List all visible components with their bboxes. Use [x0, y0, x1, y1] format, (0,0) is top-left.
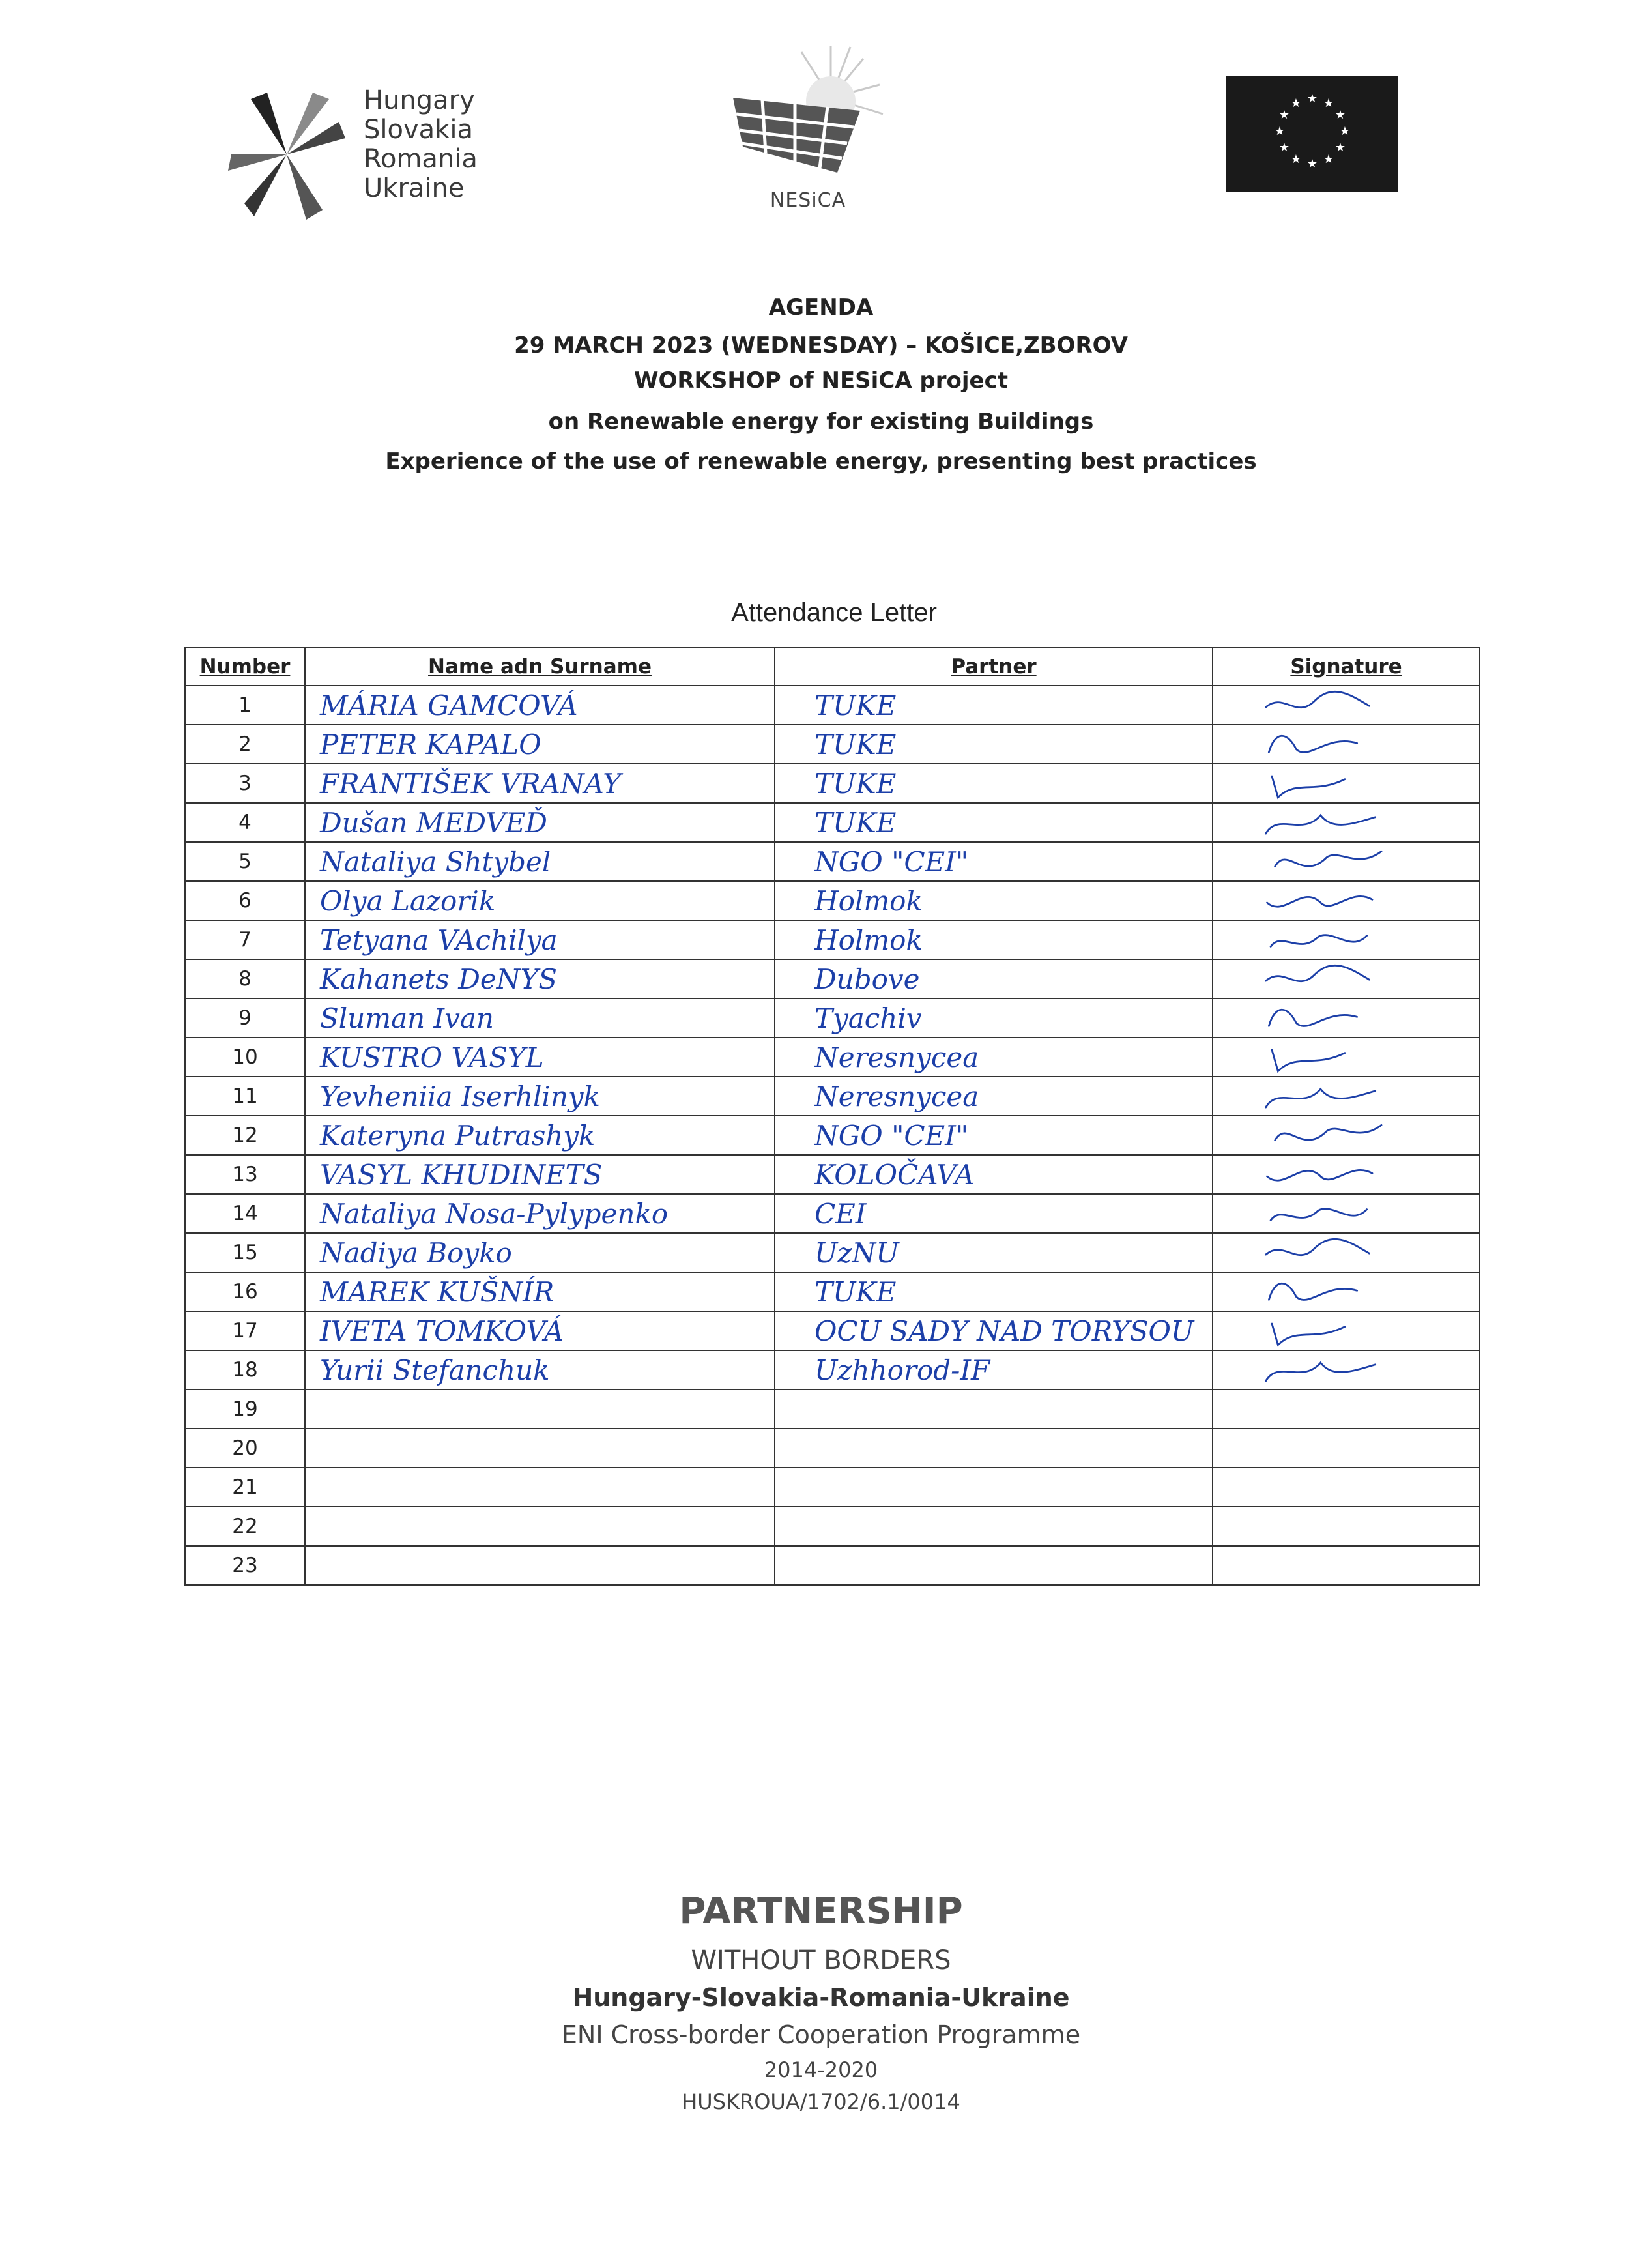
cell-number: 15 [185, 1233, 305, 1272]
cell-partner: TUKE [775, 803, 1213, 842]
cell-name: Kahanets DeNYS [305, 959, 775, 998]
cell-name: KUSTRO VASYL [305, 1038, 775, 1077]
cell-signature [1213, 1546, 1480, 1585]
cell-number: 22 [185, 1507, 305, 1546]
table-header-row [185, 648, 1480, 686]
cell-number: 11 [185, 1077, 305, 1116]
svg-text:★: ★ [1323, 96, 1334, 110]
cell-signature [1213, 1507, 1480, 1546]
cell-signature [1213, 764, 1480, 803]
svg-text:★: ★ [1334, 108, 1346, 122]
footer-countries: Hungary-Slovakia-Romania-Ukraine [572, 1983, 1070, 2012]
workshop-topic: on Renewable energy for existing Buildings [548, 409, 1094, 435]
cell-name: VASYL KHUDINETS [305, 1155, 775, 1194]
cell-number: 3 [185, 764, 305, 803]
attendance-title: Attendance Letter [731, 598, 937, 627]
cell-number: 12 [185, 1116, 305, 1155]
cell-signature [1213, 959, 1480, 998]
table-row [185, 686, 1480, 725]
programme-name-4: Ukraine [364, 173, 465, 203]
cell-name [305, 1429, 775, 1468]
cell-number: 19 [185, 1389, 305, 1429]
cell-partner: TUKE [775, 1272, 1213, 1311]
handwritten-signature [1229, 767, 1424, 804]
handwritten-signature [1229, 1315, 1424, 1351]
footer-partnership: PARTNERSHIP [679, 1890, 963, 1932]
table-row [185, 998, 1480, 1038]
column-header-number: Number [185, 648, 305, 686]
handwritten-signature [1229, 689, 1424, 725]
cell-signature [1213, 920, 1480, 959]
cell-signature [1213, 998, 1480, 1038]
table-row [185, 920, 1480, 959]
agenda-date: 29 MARCH 2023 (WEDNESDAY) – KOŠICE,ZBOROV [514, 332, 1128, 358]
cell-number: 17 [185, 1311, 305, 1350]
handwritten-signature [1229, 884, 1424, 921]
table-row [185, 803, 1480, 842]
cell-name: Tetyana VAchilya [305, 920, 775, 959]
cell-name [305, 1468, 775, 1507]
solar-panel-icon [723, 39, 893, 189]
cell-partner: NGO "CEI" [775, 1116, 1213, 1155]
handwritten-signature [1229, 1119, 1424, 1156]
cell-partner: TUKE [775, 686, 1213, 725]
cell-number: 16 [185, 1272, 305, 1311]
nesica-logo [723, 39, 893, 222]
cell-signature [1213, 803, 1480, 842]
svg-text:★: ★ [1306, 157, 1318, 171]
programme-name-1: Hungary [364, 85, 475, 115]
svg-text:★: ★ [1278, 108, 1290, 122]
nesica-logo-text: NESiCA [770, 189, 846, 212]
svg-text:★: ★ [1278, 141, 1290, 154]
cell-partner: Holmok [775, 920, 1213, 959]
table-row [185, 842, 1480, 881]
table-row [185, 1429, 1480, 1468]
cell-number: 21 [185, 1468, 305, 1507]
handwritten-signature [1229, 1041, 1424, 1077]
cell-name [305, 1546, 775, 1585]
cell-partner [775, 1389, 1213, 1429]
agenda-title: AGENDA [768, 295, 874, 321]
cell-partner: Holmok [775, 881, 1213, 920]
cell-signature [1213, 1468, 1480, 1507]
svg-text:★: ★ [1323, 153, 1334, 166]
table-row [185, 764, 1480, 803]
cell-number: 20 [185, 1429, 305, 1468]
cell-partner: NGO "CEI" [775, 842, 1213, 881]
column-header-partner: Partner [775, 648, 1213, 686]
cell-signature [1213, 686, 1480, 725]
handwritten-signature [1229, 845, 1424, 882]
handwritten-signature [1229, 963, 1424, 999]
cell-number: 2 [185, 725, 305, 764]
cell-signature [1213, 725, 1480, 764]
cell-number: 14 [185, 1194, 305, 1233]
handwritten-signature [1229, 1002, 1424, 1038]
cell-number: 9 [185, 998, 305, 1038]
programme-name-3: Romania [364, 144, 478, 174]
cell-name: Sluman Ivan [305, 998, 775, 1038]
table-row [185, 725, 1480, 764]
svg-text:★: ★ [1306, 92, 1318, 106]
cell-signature [1213, 1350, 1480, 1389]
cell-signature [1213, 1429, 1480, 1468]
cell-partner: TUKE [775, 764, 1213, 803]
cell-name: Nataliya Shtybel [305, 842, 775, 881]
table-row [185, 959, 1480, 998]
handwritten-signature [1229, 806, 1424, 843]
table-row [185, 1077, 1480, 1116]
footer-project-code: HUSKROUA/1702/6.1/0014 [682, 2089, 960, 2114]
cell-signature [1213, 1116, 1480, 1155]
cell-partner: TUKE [775, 725, 1213, 764]
table-row [185, 1194, 1480, 1233]
handwritten-signature [1229, 1275, 1424, 1312]
cell-name: IVETA TOMKOVÁ [305, 1311, 775, 1350]
cell-name: Nadiya Boyko [305, 1233, 775, 1272]
table-row [185, 881, 1480, 920]
cell-signature [1213, 1038, 1480, 1077]
cell-name [305, 1507, 775, 1546]
cell-name: Yevheniia Iserhlinyk [305, 1077, 775, 1116]
cell-name: Dušan MEDVEĎ [305, 803, 775, 842]
cell-signature [1213, 1077, 1480, 1116]
svg-text:★: ★ [1334, 141, 1346, 154]
svg-text:★: ★ [1290, 153, 1302, 166]
table-row [185, 1546, 1480, 1585]
cell-name: Kateryna Putrashyk [305, 1116, 775, 1155]
table-row [185, 1311, 1480, 1350]
cell-signature [1213, 1233, 1480, 1272]
cell-name: PETER KAPALO [305, 725, 775, 764]
cell-partner: Uzhhorod-IF [775, 1350, 1213, 1389]
column-header-signature: Signature [1213, 648, 1480, 686]
cell-number: 23 [185, 1546, 305, 1585]
workshop-title: WORKSHOP of NESiCA project [633, 368, 1009, 394]
cell-signature [1213, 1155, 1480, 1194]
table-row [185, 1038, 1480, 1077]
cell-number: 18 [185, 1350, 305, 1389]
cell-partner [775, 1429, 1213, 1468]
cell-number: 7 [185, 920, 305, 959]
cell-partner [775, 1507, 1213, 1546]
workshop-subtitle: Experience of the use of renewable energy, presenting best practices [385, 448, 1257, 474]
programme-logo [215, 73, 502, 236]
handwritten-signature [1229, 728, 1424, 764]
table-row [185, 1272, 1480, 1311]
cell-number: 10 [185, 1038, 305, 1077]
cell-partner: OCU SADY NAD TORYSOU [775, 1311, 1213, 1350]
eu-flag-icon [1226, 76, 1398, 192]
handwritten-signature [1229, 1158, 1424, 1195]
table-row [185, 1116, 1480, 1155]
handwritten-signature [1229, 1080, 1424, 1116]
handwritten-signature [1229, 1197, 1424, 1234]
cell-signature [1213, 1194, 1480, 1233]
cell-partner: Neresnycea [775, 1077, 1213, 1116]
cell-partner [775, 1546, 1213, 1585]
programme-emblem-icon [215, 73, 358, 236]
cell-partner: UzNU [775, 1233, 1213, 1272]
cell-partner: Tyachiv [775, 998, 1213, 1038]
cell-partner: CEI [775, 1194, 1213, 1233]
table-row [185, 1233, 1480, 1272]
cell-number: 8 [185, 959, 305, 998]
table-row [185, 1350, 1480, 1389]
cell-name: Olya Lazorik [305, 881, 775, 920]
cell-name: FRANTIŠEK VRANAY [305, 764, 775, 803]
attendance-table [184, 647, 1480, 1586]
cell-partner [775, 1468, 1213, 1507]
table-row [185, 1468, 1480, 1507]
cell-name: Yurii Stefanchuk [305, 1350, 775, 1389]
cell-signature [1213, 842, 1480, 881]
handwritten-signature [1229, 1354, 1424, 1390]
cell-number: 4 [185, 803, 305, 842]
handwritten-signature [1229, 923, 1424, 960]
footer-without-borders: WITHOUT BORDERS [691, 1945, 951, 1975]
cell-signature [1213, 881, 1480, 920]
cell-number: 13 [185, 1155, 305, 1194]
table-row [185, 1155, 1480, 1194]
table-row [185, 1389, 1480, 1429]
cell-number: 5 [185, 842, 305, 881]
column-header-name: Name adn Surname [305, 648, 775, 686]
attendance-rows [185, 686, 1480, 1585]
cell-name [305, 1389, 775, 1429]
cell-number: 1 [185, 686, 305, 725]
cell-signature [1213, 1272, 1480, 1311]
cell-signature [1213, 1311, 1480, 1350]
cell-partner: Neresnycea [775, 1038, 1213, 1077]
cell-partner: KOLOČAVA [775, 1155, 1213, 1194]
cell-name: Nataliya Nosa-Pylypenko [305, 1194, 775, 1233]
eu-flag [1226, 76, 1398, 192]
programme-name-2: Slovakia [364, 115, 473, 145]
cell-partner: Dubove [775, 959, 1213, 998]
footer-period: 2014-2020 [764, 2057, 878, 2082]
cell-number: 6 [185, 881, 305, 920]
svg-text:★: ★ [1339, 124, 1351, 138]
cell-name: MÁRIA GAMCOVÁ [305, 686, 775, 725]
svg-text:★: ★ [1290, 96, 1302, 110]
cell-signature [1213, 1389, 1480, 1429]
handwritten-signature [1229, 1236, 1424, 1273]
programme-names [364, 86, 478, 203]
cell-name: MAREK KUŠNÍR [305, 1272, 775, 1311]
footer-programme: ENI Cross-border Cooperation Programme [561, 2020, 1081, 2049]
svg-text:★: ★ [1274, 124, 1286, 138]
table-row [185, 1507, 1480, 1546]
